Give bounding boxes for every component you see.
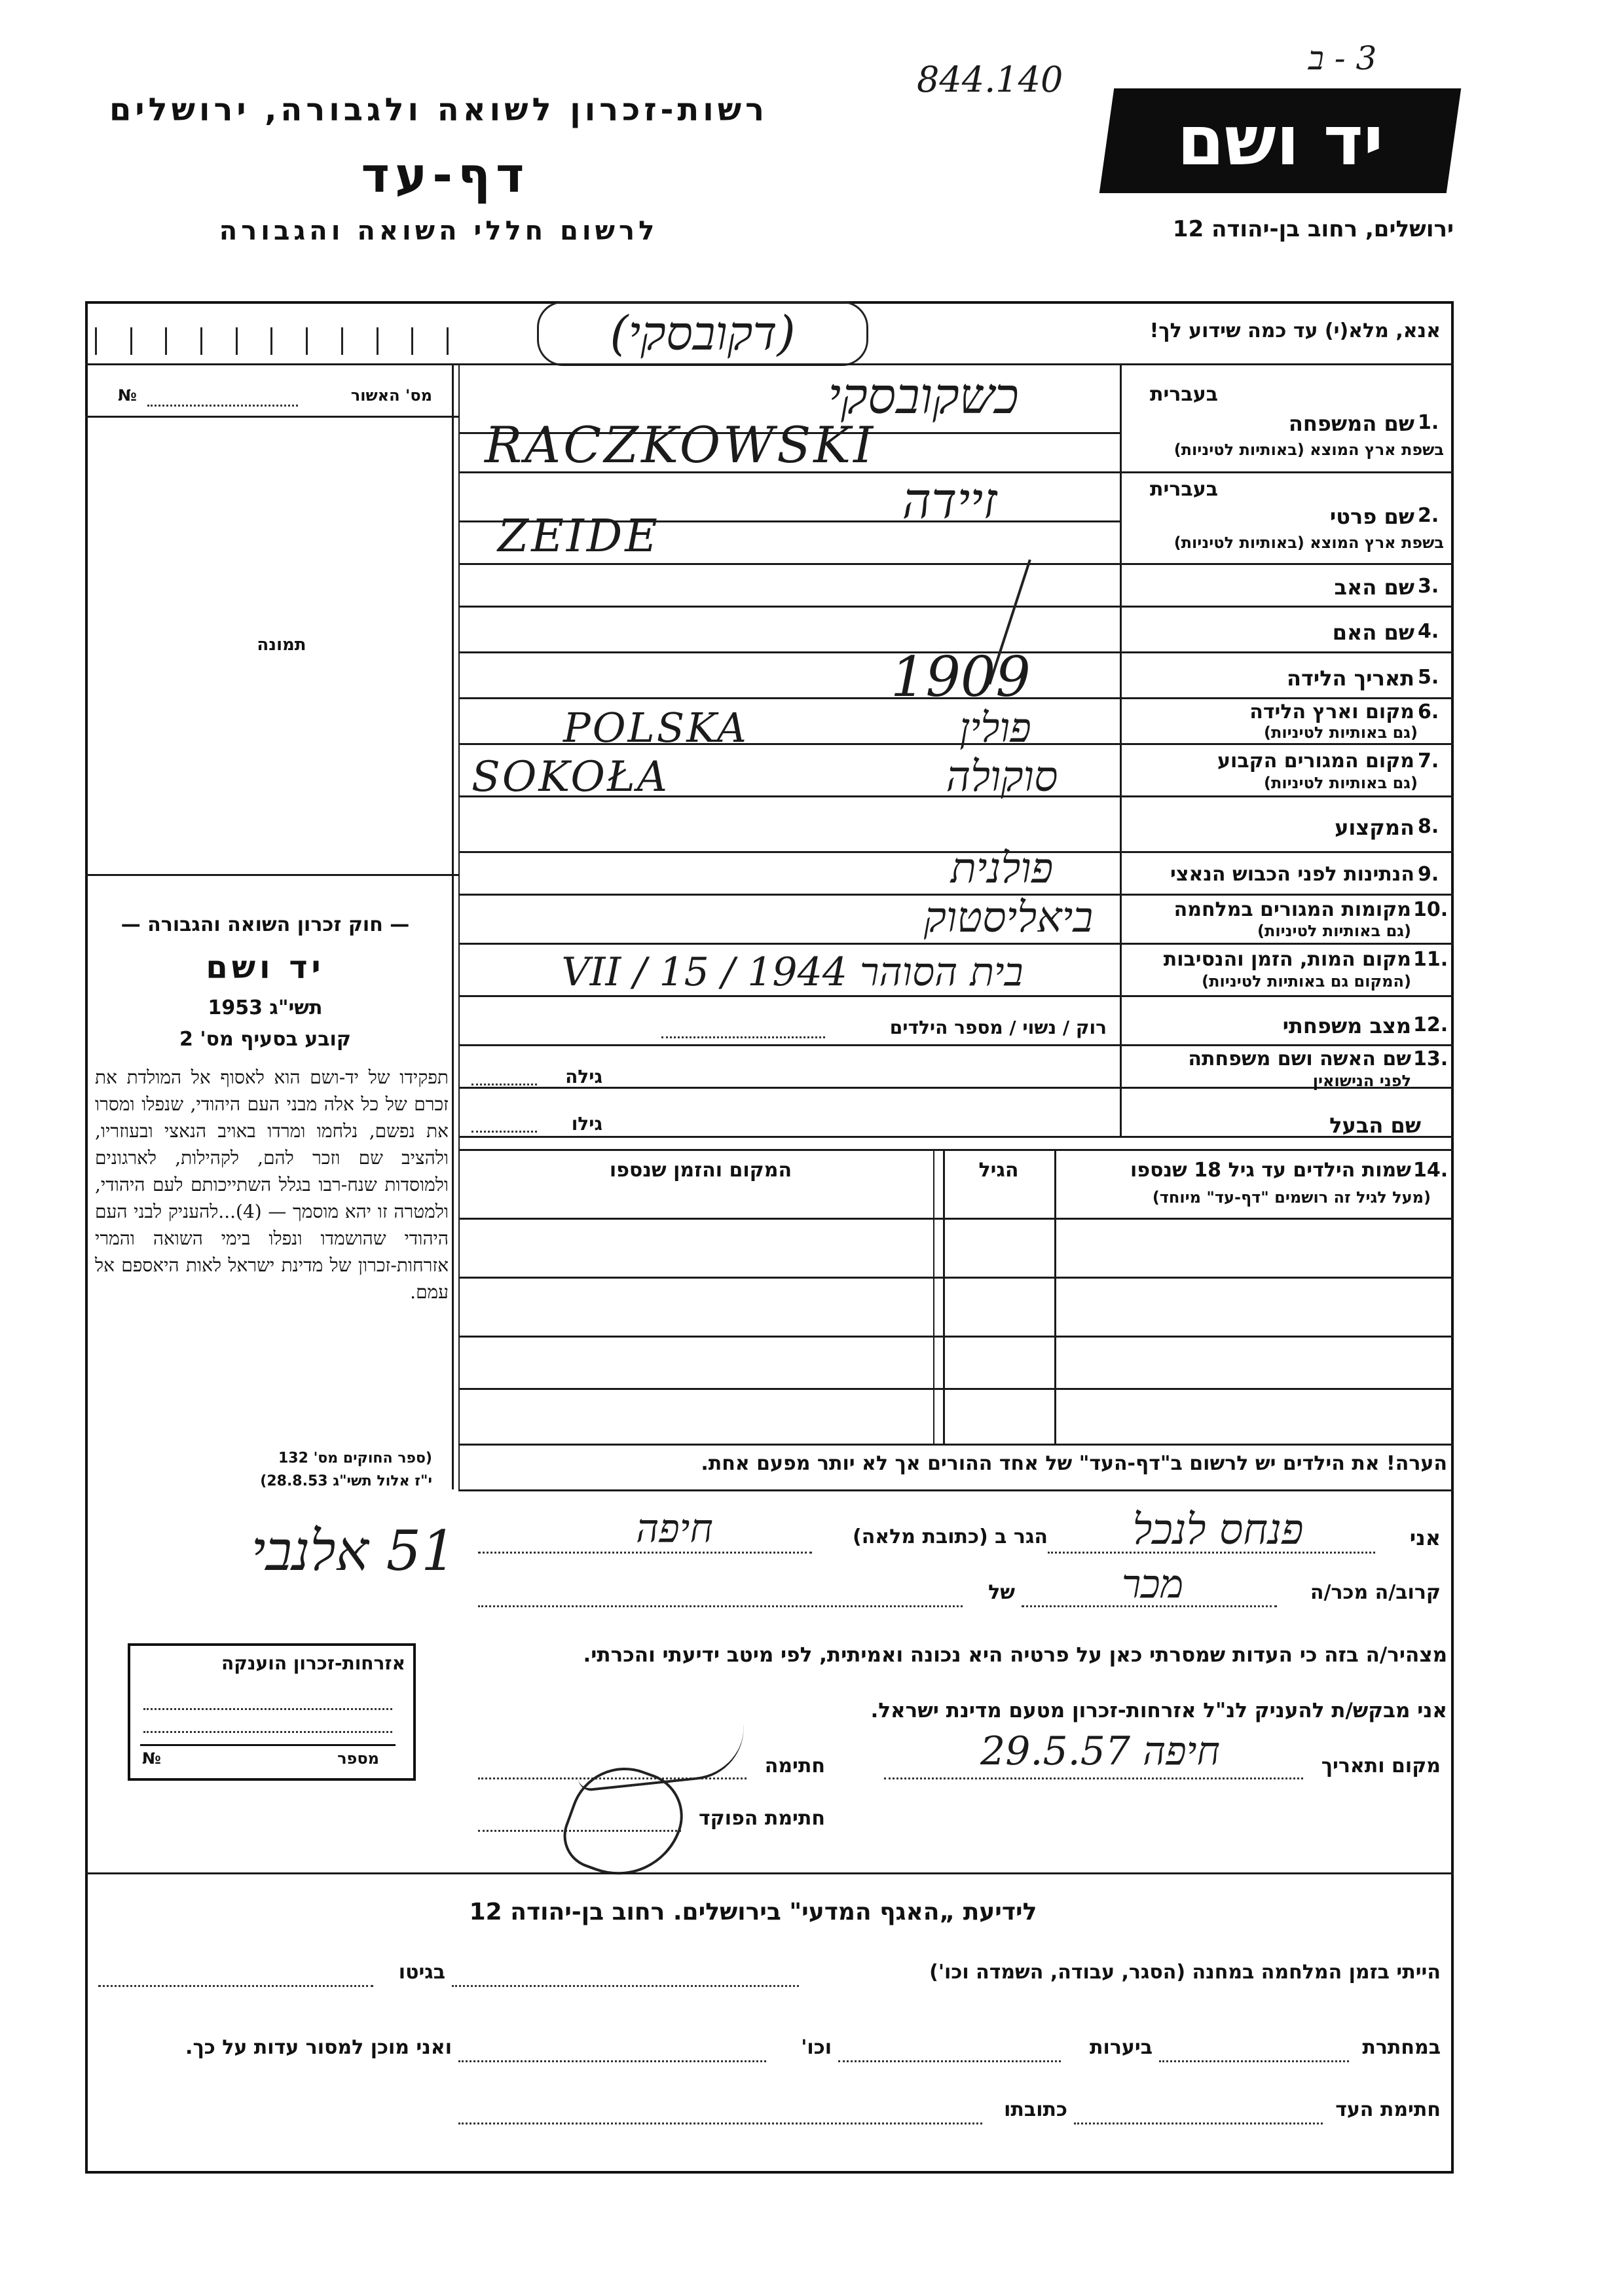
logo-text: יד ושם <box>1177 101 1384 181</box>
law-section: קובע בסעיף מס' 2 <box>179 1028 351 1051</box>
field-2-lang: בעברית <box>1150 478 1218 501</box>
memorial-box-title: אזרחות-זכרון הוענקה <box>221 1652 405 1674</box>
field-12-options: רוק / נשוי / מספר הילדים <box>889 1017 1107 1038</box>
field-10-num: 10. <box>1413 898 1449 921</box>
intro-instruction: אנא, מלא(י) עד כמה שידוע לך! <box>1149 319 1441 342</box>
field-12-num: 12. <box>1413 1013 1449 1036</box>
field-5-num: 5. <box>1418 666 1439 689</box>
field-13-age-label: גילה <box>565 1066 602 1087</box>
law-text: תפקידו של יד-ושם הוא לאסוף אל המולדת את זכרם של כל אלה מבני העם היהודי, שנפלו ומסרו את נפשם, נלחמו ומרדו באויב הנאצי ובעוזריו, ולהציב שם וזכר להם, לקהילות, לארגונים ולמוסדות שנח-רבו בגלל השתייכותם לעם היהודי, ולמטרה זו יהא מוסמך — (4)...להעניק לבני העם היהודי שהושמדו ונפלו בימי השואה והמרי אזרחות-זכרון של מדינת ישראל לאות היאספם אל עמם. <box>95 1066 449 1303</box>
field-3-label: שם האב <box>1334 575 1414 600</box>
footer-line1-b: בגיטו <box>398 1961 445 1984</box>
law-name: יד ושם <box>206 949 325 986</box>
field-11-value: בית הסוהר 1944 / 15 / VII <box>561 949 1024 995</box>
footer-title: לידיעת „האגף המדעי" בירושלים. רחוב בן-יהודה 12 <box>469 1899 1037 1925</box>
field-10-sub: (גם באותיות לטיניות) <box>1257 922 1411 940</box>
field-11-sub: (המקום גם באותיות לטיניות) <box>1202 972 1411 991</box>
declaration-i-label: אני <box>1409 1525 1441 1550</box>
field-4-num: 4. <box>1418 620 1439 643</box>
memorial-box-no: № <box>142 1749 161 1768</box>
footer-line2-c: וכו' <box>801 2036 832 2059</box>
field-6-num: 6. <box>1418 701 1439 723</box>
authority-title: רשות-זכרון לשואה ולגבורה, ירושלים <box>109 92 769 128</box>
relative-value: מכר <box>1121 1561 1184 1607</box>
place-date-value: חיפה 29.5.57 <box>980 1728 1220 1774</box>
field-1-sub: בשפת ארץ המוצא (באותיות לטיניות) <box>1173 441 1444 459</box>
field-6-label: מקום וארץ הלידה <box>1249 701 1414 723</box>
children-place-header: המקום והזמן שנספו <box>609 1159 792 1182</box>
field-13-label: שם האשה ושם משפחתה <box>1188 1048 1411 1070</box>
field-13-sub: לפני הנישואין <box>1312 1072 1411 1090</box>
form-subtitle: לרשום חללי השואה והגבורה <box>219 216 659 246</box>
footer-line2-a: במחתרת <box>1362 2036 1441 2059</box>
field-8-num: 8. <box>1418 815 1439 838</box>
field-9-label: הנתינות לפני הכבוש הנאצי <box>1170 863 1414 886</box>
handwritten-code: 3 - ב <box>1308 39 1377 77</box>
of-label: של <box>988 1581 1015 1604</box>
law-year: תשי"ג 1953 <box>208 996 323 1019</box>
footer-line2-d: ואני מוכן למסור עדות על כך. <box>185 2036 452 2059</box>
handwritten-street-address: 51 אלנבי <box>251 1519 456 1583</box>
certificate-number-label: מס' האשור <box>350 386 432 405</box>
place-date-label: מקום ותאריך <box>1321 1755 1441 1777</box>
header-address: ירושלים, רחוב בן-יהודה 12 <box>1172 216 1454 242</box>
field-12-label: מצב משפחתי <box>1282 1013 1411 1038</box>
field-1-label: שם המשפחה <box>1288 411 1414 436</box>
field-7-num: 7. <box>1418 750 1439 773</box>
field-2-value-latin: ZEIDE <box>498 511 660 562</box>
field-7-label: מקום המגורים הקבוע <box>1217 750 1414 773</box>
field-5-label: תאריך הלידה <box>1286 666 1414 691</box>
memorial-box-number-label: מספר <box>337 1749 379 1768</box>
footer-line3-b: כתובתו <box>1004 2098 1067 2121</box>
field-10-value: ביאליסטוק <box>923 894 1094 942</box>
memorial-citizenship-box <box>128 1643 416 1781</box>
children-sub: (מעל לגיל זה רושמים "דף-עד" מיוחד) <box>1152 1188 1431 1207</box>
footer-line2-b: ביערות <box>1090 2036 1153 2059</box>
declaration-statement: מצהיר/ה בזה כי העדות שמסרתי כאן על פרטיה היא נכונה ואמיתית, לפי מיטב ידיעתי והכרתי. <box>583 1643 1447 1667</box>
law-reference-2: י"ז אלול תשי"ג 28.8.53) <box>260 1473 432 1489</box>
field-6-value-latin: POLSKA <box>563 704 748 752</box>
photo-label: תמונה <box>257 635 306 655</box>
declaration-address: חיפה <box>636 1506 713 1552</box>
field-2-label: שם פרטי <box>1329 504 1414 529</box>
handwritten-alt-surname: (דקובסקי) <box>537 301 868 366</box>
signature-label: חתימה <box>764 1755 825 1777</box>
field-3-num: 3. <box>1418 575 1439 598</box>
relative-label: קרוב/ה מכר/ה <box>1310 1581 1441 1604</box>
declaration-residing-label: הגר ב (כתובת מלאה) <box>852 1525 1048 1548</box>
law-reference-1: (ספר החוקים מס' 132 <box>278 1450 432 1467</box>
children-age-header: הגיל <box>978 1159 1019 1182</box>
field-11-label: מקום המות, הזמן והנסיבות <box>1163 948 1411 971</box>
children-num: 14. <box>1413 1159 1449 1182</box>
form-title: דף-עד <box>361 147 530 204</box>
field-9-value: פולנית <box>950 845 1054 893</box>
field-6-sub: (גם באותיות לטיניות) <box>1264 723 1418 742</box>
note-text: הערה! את הילדים יש לרשום ב"דף-העד" של אחד ההורים אך לא יותר מפעם אחת. <box>701 1452 1447 1475</box>
footer-line3-a: חתימת העד <box>1335 2098 1441 2121</box>
footer-line1-a: הייתי בזמן המלחמה במחנה (הסגר, עבודה, השמדה וכו') <box>929 1961 1441 1984</box>
field-8-label: המקצוע <box>1335 815 1414 840</box>
field-4-label: שם האם <box>1332 620 1414 645</box>
field-10-label: מקומות המגורים במלחמה <box>1173 898 1411 921</box>
field-7-sub: (גם באותיות לטיניות) <box>1264 774 1418 792</box>
children-label: שמות הילדים עד גיל 18 שנספו <box>1130 1159 1411 1182</box>
law-title: — חוק זכרון השואה והגבורה — <box>120 913 410 936</box>
field-1-num: 1. <box>1418 411 1439 434</box>
field-2-value-hebrew: זיידה <box>902 471 997 530</box>
field-6-value-hebrew: פולין <box>959 704 1031 752</box>
field-1-value-latin: RACZKOWSKI <box>485 416 876 474</box>
yad-vashem-logo <box>1099 88 1461 193</box>
husband-age-label: גילו <box>571 1113 602 1135</box>
field-13-num: 13. <box>1413 1048 1449 1070</box>
handwritten-form-number: 844.140 <box>917 59 1063 100</box>
field-7-value-latin: SOKOŁA <box>471 753 669 801</box>
husband-label: שם הבעל <box>1329 1113 1421 1138</box>
officer-signature-label: חתימת הפוקד <box>699 1807 825 1830</box>
field-5-value: 1909 <box>891 645 1031 709</box>
field-9-num: 9. <box>1418 863 1439 886</box>
field-1-lang: בעברית <box>1150 383 1218 406</box>
field-2-num: 2. <box>1418 504 1439 527</box>
declaration-name: פנחס לנכל <box>1132 1506 1304 1554</box>
field-11-num: 11. <box>1413 948 1449 971</box>
field-2-sub: בשפת ארץ המוצא (באותיות לטיניות) <box>1173 534 1444 552</box>
declaration-request: אני מבקש/ת להעניק לנ"ל אזרחות-זכרון מטעם מדינת ישראל. <box>870 1699 1447 1722</box>
tick-strip <box>95 327 449 355</box>
field-7-value-hebrew: סוקולה <box>946 753 1058 801</box>
field-1-value-hebrew: כשקובסקי <box>828 367 1019 425</box>
certificate-number-suffix: № <box>118 386 137 405</box>
